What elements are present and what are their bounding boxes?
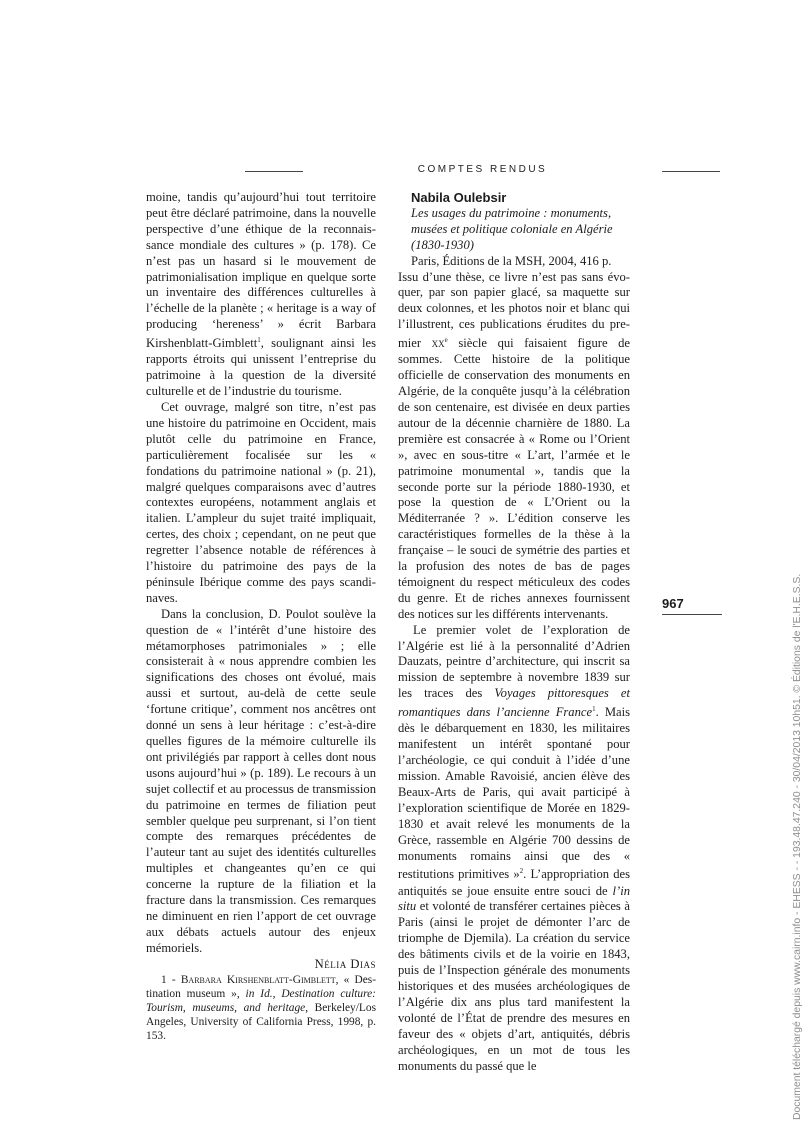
footnote-author: Barbara Kirshenblatt-Gimblett xyxy=(180,973,336,986)
review-publication: Paris, Éditions de la MSH, 2004, 416 p. xyxy=(411,253,612,268)
right-column xyxy=(398,190,630,1074)
header-rule-right xyxy=(662,171,720,172)
running-header-label: COMPTES RENDUS xyxy=(417,164,548,175)
footnote-ref: 1 xyxy=(257,336,261,345)
review-book-title: Les usages du patrimoine : monuments, musées et politique coloniale en Algérie (1830-1930) xyxy=(411,205,613,252)
review-signature: Nélia Dias xyxy=(314,956,376,971)
page-number: 967 xyxy=(662,596,684,611)
paragraph: Le premier volet de l’exploration de l’Algérie est lié à la personnalité d’Adrien Dauzats, peintre d’architecture, qui inscrit sa mission de septembre à novembre 1839 sur les traces des Voyages pittoresques et romantiques dans l’ancienne France$^1$. Mais dès le débarquement en 1830, les militaires manifestent un intérêt spontané pour l’archéologie, ce qui conduit à l’idée d’une mission. Amable Ravoisié, ancien élève des Beaux-Arts de Paris, qui avait participé à l’exploration scientifique de Morée en 1829-1830 et avait relevé les monuments de la Grèce, rassemble en Algérie 700 dessins de monuments romains ainsi que des « restitutions primitives »$^2$. L’appropriation des antiquités se joue ensuite entre souci de l’in situ et volonté de transférer certaines pièces à Paris (ainsi le projet de démonter l’arc de triomphe de Djemila). La création du service des bâtiments civils et de la voirie en 1843, puis de l’Inspection générale des monuments historiques et des musées archéologiques de l’Algérie dix ans plus tard manifestent la volonté de l’État de prendre des mesures en faveur des « objets d’art, antiquités, débris archéologiques, en un mot de tous les monuments du passé que le xyxy=(398,622,631,1073)
left-column xyxy=(146,190,376,1044)
footnote-ref: 1 xyxy=(592,705,596,714)
paragraph: moine, tandis qu’aujourd’hui tout territoire peut être déclaré patrimoine, dans la nouvelle perspective d’une éthique de la reconnaissance mondiale des cultures » (p. 178). Ce n’est pas un hasard si le mouvement de patrimonialisation implique en quelque sorte un inventaire des différences culturelles à l’échelle de la planète ; « heritage is a way of producing ‘hereness’ » écrit Barbara Kirshenblatt-Gimblett$^1$, soulignant ainsi les rapports étroits qui unissent l’entreprise du patrimoine à la question de la diversité culturelle et de l’industrie du tourisme. xyxy=(146,190,376,399)
running-header xyxy=(245,164,720,178)
download-watermark: Document téléchargé depuis www.cairn.info - EHESS - - 193.48.47.240 - 30/04/2013 10h51. © Éditions de l'E.H.E.S.S. xyxy=(792,573,803,1120)
paragraph: Cet ouvrage, malgré son titre, n’est pas une histoire du patrimoine en Occident, mais plutôt celle du patrimoine en France, particulièrement focalisée sur les « fondations du patrimoine national » (p. 21), malgré quelques comparaisons avec d’autres contextes européens, notamment anglais et italien. L’ampleur du sujet traité impliquait, certes, des choix ; cependant, on ne peut que regretter l’absence notable de références à l’histoire du patrimoine des pays de la péninsule Ibérique comme des pays scandinaves. xyxy=(146,399,376,605)
review-author: Nabila Oulebsir xyxy=(411,190,507,205)
page-number-block xyxy=(662,596,722,615)
paragraph: Issu d’une thèse, ce livre n’est pas sans évoquer, par son papier glacé, sa maquette sur deux colonnes, et les photos noir et blanc qui l’illustrent, ces publications érudites du premier $xx^e$ siècle qui faisaient figure de sommes. Cette histoire de la politique officielle de conservation des monuments en Algérie, de la conquête jusqu’à la célébration de son centenaire, est divisée en deux parties autour de la décennie charnière de 1880. La première est consacrée à « Rome ou l’Orient », avec en sous-titre « L’art, l’armée et le patrimoine monumental », tandis que la seconde porte sur la période 1880-1930, et pose la question de « L’Orient ou la Méditerranée ? ». L’édition conserve les caractéristiques formelles de la thèse à la française – le souci de symétrie des parties et la profusion des notes de bas de pages témoignent du respect méticuleux des codes du genre. Et de riches annexes fournissent des notices sur les différents intervenants. xyxy=(398,269,630,621)
paragraph: Dans la conclusion, D. Poulot soulève la question de « l’intérêt d’une histoire des métamorphoses patrimoniales » ; elle consisterait à « nous apprendre combien les significations des choses ont évolué, mais aussi et surtout, au-delà de cette seule ‘fortune critique’, comment nos ancêtres ont donné un sens à leur héritage : c’est-à-dire quelles figures de la mémoire culturelle ils ont privilégiés par rapport à celles dont nous usons aujourd’hui » (p. 189). Le recours à un sujet collectif et au processus de transmission du patrimoine en termes de filiation peut sembler quelque peu surprenant, si l’on tient compte des remarques précédentes de l’auteur tant au sujet des identités culturelles multiples et changeantes qu’en ce qui concerne la rupture de la filiation et la fracture dans la transmission. Ces remarques ne diminuent en rien l’apport de cet ouvrage aux débats actuels autour des enjeux mémoriels. xyxy=(146,606,376,955)
footnote: 1 - Barbara Kirshenblatt-Gimblett, « Destination museum », in Id., Destination culture: Tourism, museums, and heritage, Berkeley/Los Angeles, University of California Press, 1998, p. 153. xyxy=(146,973,377,1043)
footnote-ref: 2 xyxy=(519,867,524,876)
page-number-rule xyxy=(662,614,722,615)
